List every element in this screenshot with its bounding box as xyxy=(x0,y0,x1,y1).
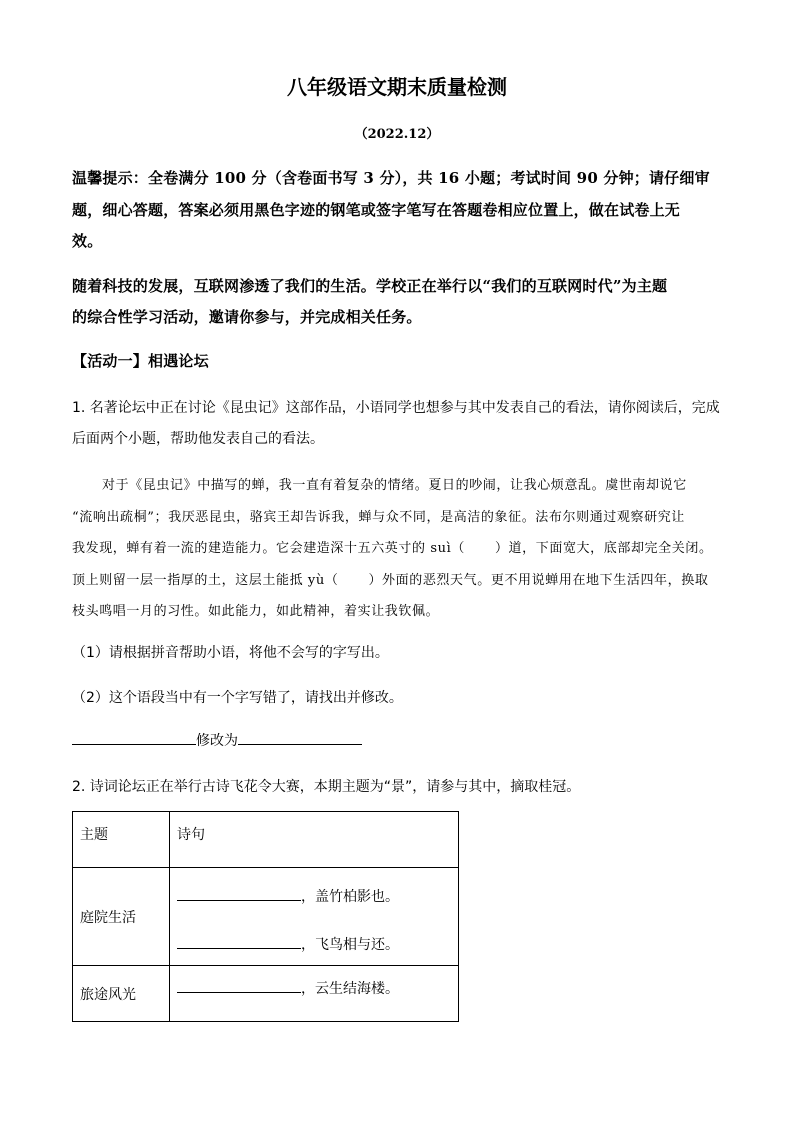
verse-blank-3[interactable] xyxy=(177,978,301,993)
correct-char-blank[interactable] xyxy=(238,730,362,745)
passage-line-3 xyxy=(72,537,713,556)
page-title: 八年级语文期末质量检测 xyxy=(287,75,507,99)
theme-journey: 旅途风光 xyxy=(80,986,136,1003)
verse-row xyxy=(170,868,458,906)
notice-line-1: 温馨提示：全卷满分 100 分（含卷面书写 3 分），共 16 小题；考试时间 90 分钟；请仔细审 xyxy=(72,169,710,187)
fix-label: 修改为 xyxy=(196,733,238,749)
theme-cell xyxy=(73,868,170,966)
verse-row xyxy=(170,966,458,998)
notice-line-2: 题，细心答题，答案必须用黑色字迹的钢笔或签字笔写在答题卷相应位置上，做在试卷上无 xyxy=(72,201,681,219)
poem-table xyxy=(72,811,459,1022)
verse-row xyxy=(170,906,458,954)
verse-text-3: ，云生结海楼。 xyxy=(301,981,399,997)
q2-line-1: 2. 诗词论坛正在举行古诗飞花令大赛，本期主题为“景”，请参与其中，摘取桂冠。 xyxy=(72,779,581,795)
q1-sub-2: （2）这个语段当中有一个字写错了，请找出并修改。 xyxy=(72,690,403,706)
passage-line-4-part-a: 顶上则留一层一指厚的土，这层土能抵 yù（ xyxy=(72,573,339,588)
table-header-verse: 诗句 xyxy=(170,812,459,868)
passage-line-4 xyxy=(72,569,708,588)
verse-cell xyxy=(170,868,459,966)
table-header-theme: 主题 xyxy=(73,812,170,868)
verse-blank-2[interactable] xyxy=(177,934,301,949)
wrong-char-blank[interactable] xyxy=(72,730,196,745)
theme-courtyard: 庭院生活 xyxy=(80,909,136,926)
verse-text-1: ，盖竹柏影也。 xyxy=(301,889,399,905)
theme-cell xyxy=(73,966,170,1022)
passage-line-1: 对于《昆虫记》中描写的蝉，我一直有着复杂的情绪。夏日的吵闹，让我心烦意乱。虞世南却说它 xyxy=(102,478,687,493)
passage-line-4-part-b: ）外面的恶烈天气。更不用说蝉用在地下生活四年，换取 xyxy=(368,573,709,588)
q1-line-1: 1. 名著论坛中正在讨论《昆虫记》这部作品，小语同学也想参与其中发表自己的看法，请你阅读后，完成 xyxy=(72,400,720,416)
verse-text-2: ，飞鸟相与还。 xyxy=(301,937,399,953)
q1-line-2: 后面两个小题，帮助他发表自己的看法。 xyxy=(72,431,324,447)
fix-answer-row xyxy=(72,730,362,750)
intro-line-2: 的综合性学习活动，邀请你参与，并完成相关任务。 xyxy=(72,308,422,326)
verse-cell xyxy=(170,966,459,1022)
notice-line-3: 效。 xyxy=(72,232,103,250)
passage-line-2: “流响出疏桐”；我厌恶昆虫，骆宾王却告诉我，蝉与众不同，是高洁的象征。法布尔则通过观察研究让 xyxy=(72,510,685,525)
intro-line-1: 随着科技的发展，互联网渗透了我们的生活。学校正在举行以“我们的互联网时代”为主题 xyxy=(72,277,668,295)
passage-line-3-part-b: ）道，下面宽大，底部却完全关闭。 xyxy=(494,541,713,556)
exam-date: （2022.12） xyxy=(354,127,440,142)
passage-line-5: 枝头鸣唱一月的习性。如此能力，如此精神，着实让我钦佩。 xyxy=(72,604,440,619)
activity-heading: 【活动一】相遇论坛 xyxy=(72,352,209,370)
verse-blank-1[interactable] xyxy=(177,886,301,901)
passage-line-3-part-a: 我发现，蝉有着一流的建造能力。它会建造深十五六英寸的 suì（ xyxy=(72,541,465,556)
q1-sub-1: （1）请根据拼音帮助小语，将他不会写的字写出。 xyxy=(72,645,389,661)
